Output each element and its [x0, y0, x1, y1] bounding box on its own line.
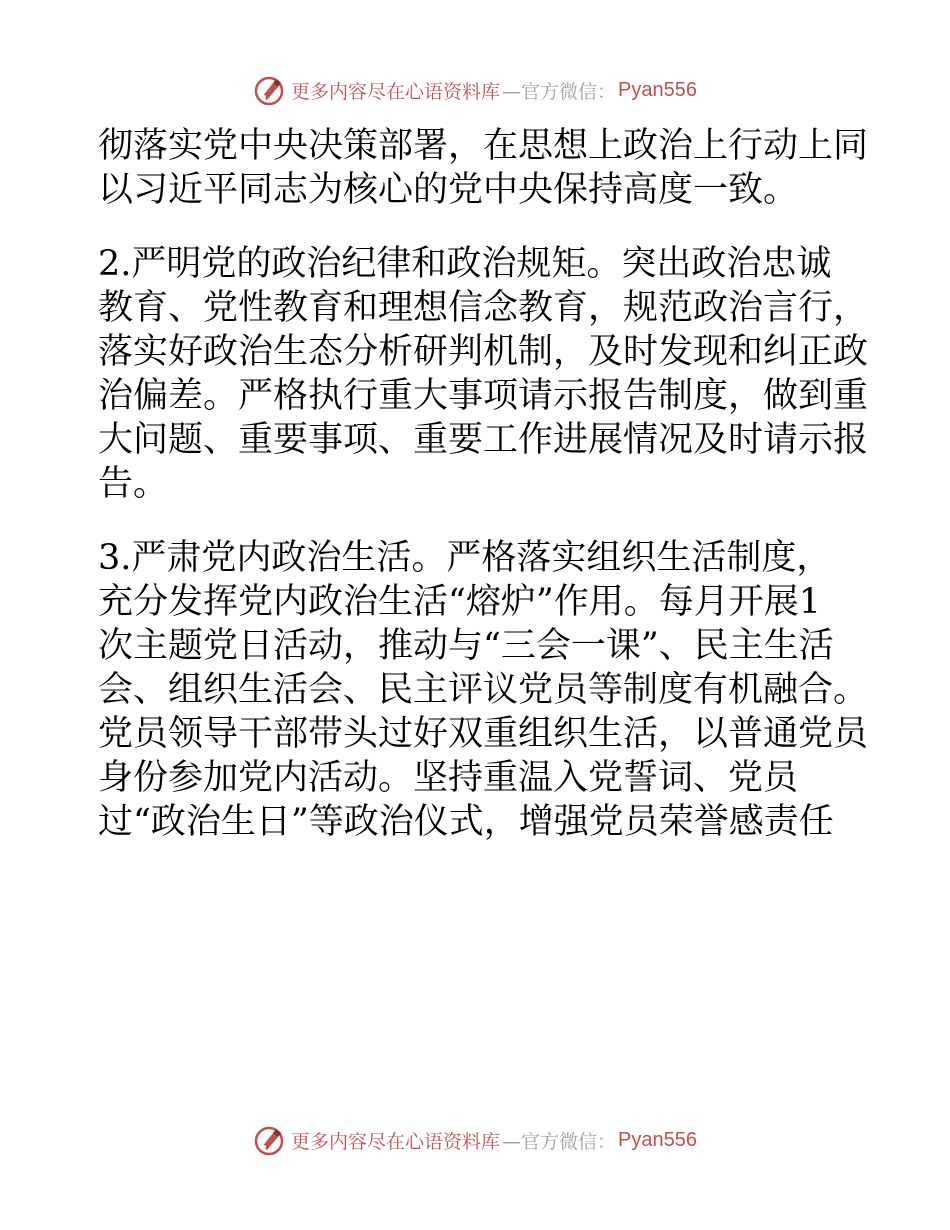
banner-site-text: 更多内容尽在心语资料库: [291, 1130, 501, 1153]
paragraph-2: [98, 242, 869, 506]
text-line: 2.严明党的政治纪律和政治规矩。突出政治忠诚: [98, 244, 832, 284]
banner-wechat-label: —官方微信：: [502, 80, 617, 103]
banner-wechat-id: Pyan556: [618, 1128, 697, 1151]
text-line: 大问题、重要事项、重要工作进展情况及时请示报: [98, 420, 869, 460]
text-line: 充分发挥党内政治生活“熔炉”作用。每月开展1: [98, 582, 822, 622]
text-line: 过“政治生日”等政治仪式，增强党员荣誉感责任: [98, 802, 834, 842]
text-line: 治偏差。严格执行重大事项请示报告制度，做到重: [98, 376, 869, 416]
text-line: 以习近平同志为核心的党中央保持高度一致。: [98, 170, 799, 210]
banner-site-text: 更多内容尽在心语资料库: [291, 80, 501, 103]
paragraph-1: [98, 124, 869, 212]
text-line: 彻落实党中央决策部署，在思想上政治上行动上同: [98, 126, 869, 166]
header-watermark-banner: [0, 70, 950, 110]
banner-wechat-label: —官方微信：: [502, 1130, 617, 1153]
text-line: 次主题党日活动，推动与“三会一课”、民主生活: [98, 626, 834, 666]
text-line: 教育、党性教育和理想信念教育，规范政治言行，: [98, 288, 869, 328]
document-body: [98, 124, 869, 844]
text-line: 告。: [98, 464, 169, 504]
footer-watermark-banner: [0, 1120, 950, 1160]
pen-logo-icon: [253, 73, 287, 107]
text-line: 会、组织生活会、民主评议党员等制度有机融合。: [98, 670, 869, 710]
text-line: 落实好政治生态分析研判机制，及时发现和纠正政: [98, 332, 869, 372]
text-line: 身份参加党内活动。坚持重温入党誓词、党员: [98, 758, 799, 798]
paragraph-3: [98, 536, 869, 844]
pen-logo-icon: [253, 1123, 287, 1157]
text-line: 3.严肃党内政治生活。严格落实组织生活制度，: [98, 538, 832, 578]
text-line: 党员领导干部带头过好双重组织生活，以普通党员: [98, 714, 869, 754]
banner-wechat-id: Pyan556: [618, 78, 697, 101]
